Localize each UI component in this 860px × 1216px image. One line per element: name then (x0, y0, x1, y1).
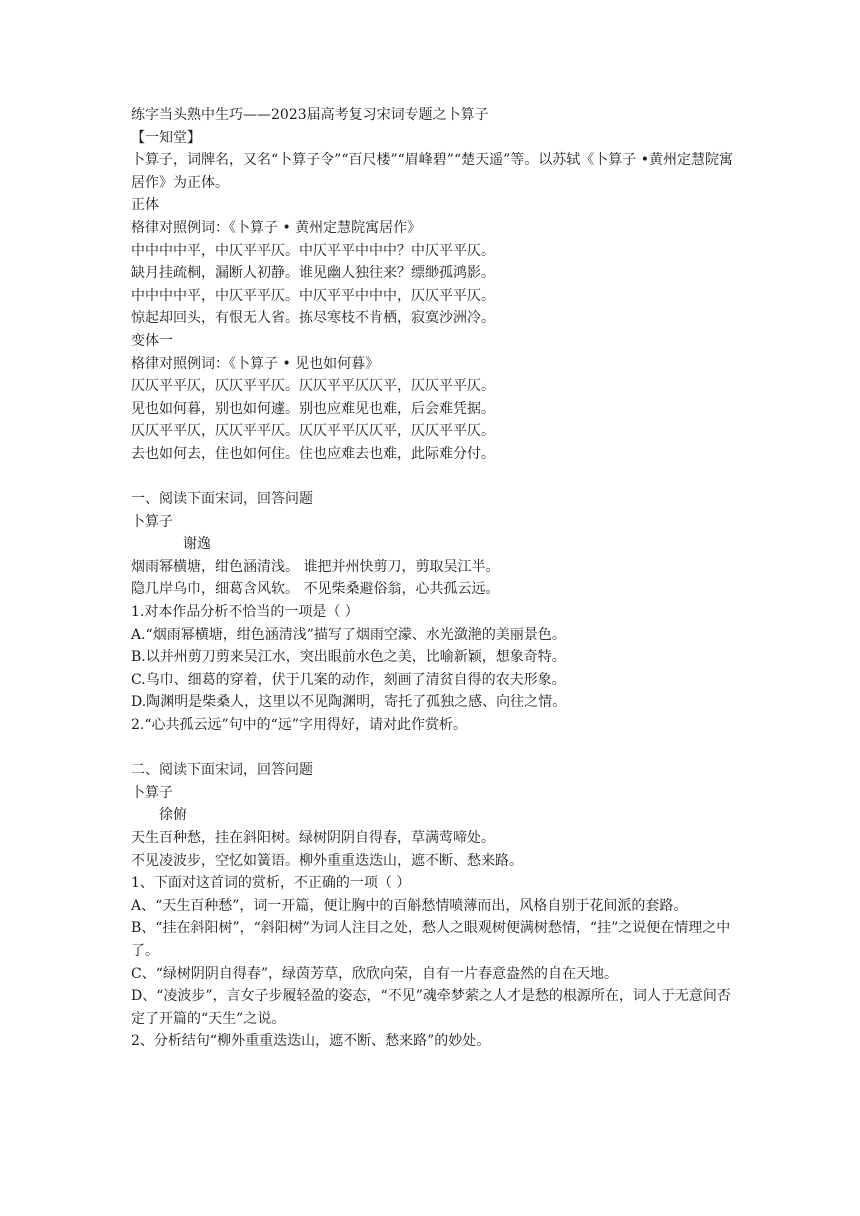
section2-option-d: D、“凌波步”，言女子步履轻盈的姿态，“不见”魂牵梦萦之人才是愁的根源所在，词人于无意间否定了开篇的“天生”之说。 (131, 988, 731, 1027)
section2-heading: 二、阅读下面宋词，回答问题 (131, 762, 313, 779)
bianti-line: 去也如何去，住也如何住。住也应难去也难，此际难分付。 (131, 445, 495, 462)
zhengti-example-title: 格律对照例词：《卜算子 • 黄州定慧院寓居作》 (131, 219, 422, 236)
bianti-example-title: 格律对照例词：《卜算子 • 见也如何暮》 (131, 355, 380, 372)
zhengti-line: 中中中中平，中仄平平仄。中仄平平中中中？中仄平平仄。 (131, 242, 495, 259)
section1-poem-line: 烟雨幂横塘，绀色涵清浅。 谁把并州快剪刀，剪取吴江半。 (131, 558, 500, 575)
section1-question-2: 2.“心共孤云远”句中的“远”字用得好，请对此作赏析。 (131, 717, 467, 734)
section1-option-a: A.“烟雨幂横塘，绀色涵清浅”描写了烟雨空濛、水光潋滟的美丽景色。 (131, 626, 566, 643)
section1-option-c: C.乌巾、细葛的穿着，伏于几案的动作，刻画了清贫自得的农夫形象。 (131, 671, 566, 688)
section-heading-yizhitang: 【一知堂】 (131, 129, 201, 146)
section2-author: 徐俯 (159, 807, 187, 824)
bianti-line: 见也如何暮，别也如何遽。别也应难见也难，后会难凭据。 (131, 400, 495, 417)
section1-option-b: B.以并州剪刀剪来吴江水，突出眼前水色之美，比喻新颖，想象奇特。 (131, 649, 566, 666)
intro-paragraph: 卜算子，词牌名，又名“卜算子令”“百尺楼”“眉峰碧”“楚天遥”等。以苏轼《卜算子 •黄州定慧院寓居作》为正体。 (131, 152, 733, 191)
blank-line (131, 466, 740, 489)
section1-poem-title: 卜算子 (131, 513, 173, 530)
section1-option-d: D.陶渊明是柴桑人，这里以不见陶渊明，寄托了孤独之感、向往之情。 (131, 694, 567, 711)
section2-option-c: C、“绿树阴阴自得春”，绿茵芳草，欣欣向荣，自有一片春意盎然的自在天地。 (131, 965, 619, 982)
zhengti-line: 惊起却回头，有恨无人省。拣尽寒枝不肯栖，寂寞沙洲冷。 (131, 310, 495, 327)
section2-option-b: B、“挂在斜阳树”，“斜阳树”为词人注目之处，愁人之眼观树便满树愁情，“挂”之说便在情理之中了。 (131, 920, 731, 959)
section1-author: 谢逸 (183, 536, 211, 553)
bianti-line: 仄仄平平仄，仄仄平平仄。仄仄平平仄仄平，仄仄平平仄。 (131, 423, 495, 440)
section2-poem-line: 天生百种愁，挂在斜阳树。绿树阴阴自得春，草满莺啼处。 (131, 830, 495, 846)
blank-line (131, 737, 740, 760)
section1-poem-line: 隐几岸乌巾，细葛含风软。 不见柴桑避俗翁，心共孤云远。 (131, 581, 500, 598)
zhengti-line: 缺月挂疏桐，漏断人初静。谁见幽人独往来？缥缈孤鸿影。 (131, 265, 495, 282)
bianti-line: 仄仄平平仄，仄仄平平仄。仄仄平平仄仄平，仄仄平平仄。 (131, 378, 495, 395)
document-title: 练字当头熟中生巧——2023届高考复习宋词专题之卜算子 (131, 107, 489, 123)
section1-question-1: 1.对本作品分析不恰当的一项是（ ） (131, 604, 359, 621)
zhengti-line: 中中中中平，中仄平平仄。中仄平平中中中，仄仄平平仄。 (131, 287, 495, 304)
zhengti-label: 正体 (131, 197, 159, 214)
section2-option-a: A、“天生百种愁”，词一开篇，便让胸中的百斛愁情喷薄而出，风格自别于花间派的套路。 (131, 897, 688, 914)
section2-question-2: 2、分析结句“柳外重重迭迭山，遮不断、愁来路”的妙处。 (131, 1033, 491, 1050)
section2-poem-title: 卜算子 (131, 784, 173, 801)
section1-heading: 一、阅读下面宋词，回答问题 (131, 491, 313, 508)
bianti-label: 变体一 (131, 332, 173, 349)
section2-poem-line: 不见凌波步，空忆如簧语。柳外重重迭迭山，遮不断、愁来路。 (131, 852, 523, 869)
section2-question-1: 1、下面对这首词的赏析，不正确的一项（ ） (131, 875, 411, 892)
